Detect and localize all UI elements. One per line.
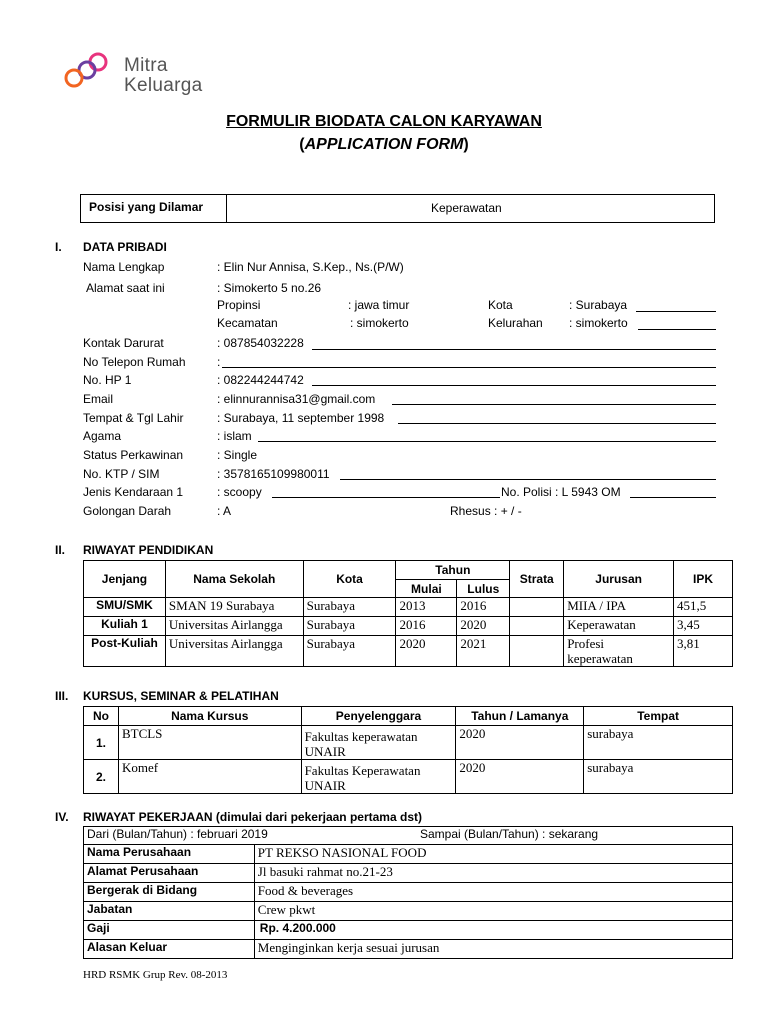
status-label: Status Perkawinan [83,448,184,462]
ktp-label: No. KTP / SIM [83,467,160,481]
header-no: No [84,707,119,726]
darah-value[interactable]: : A [217,504,232,518]
agama-label: Agama [83,429,122,443]
table-row: Alamat Perusahaan Jl basuki rahmat no.21-23 [84,864,733,883]
email-label: Email [83,392,114,406]
work-table [83,826,733,959]
courses-table [83,706,733,794]
logo-line-2: Keluarga [124,75,203,96]
header-nama-kursus: Nama Kursus [118,707,301,726]
table-row: Kuliah 1 Universitas Airlangga Surabaya 2016 2020 Keperawatan 3,45 [84,617,733,636]
ktp-value[interactable]: : 3578165109980011 [217,467,330,481]
hp-value[interactable]: : 082244244742 [217,373,304,387]
propinsi-label: Propinsi [217,298,261,312]
email-value[interactable]: : elinnurannisa31@gmail.com [217,392,376,406]
kota-label: Kota [488,298,513,312]
table-row: Nama Perusahaan PT REKSO NASIONAL FOOD [84,845,733,864]
header-tempat: Tempat [584,707,733,726]
ttl-value[interactable]: : Surabaya, 11 september 1998 [217,411,385,425]
table-row: Alasan Keluar Menginginkan kerja sesuai jurusan [84,940,733,959]
section1-number: I. [55,240,62,254]
header-penyelenggara: Penyelenggara [301,707,456,726]
table-row: Jabatan Crew pkwt [84,902,733,921]
section3-title: KURSUS, SEMINAR & PELATIHAN [83,689,279,703]
table-row: SMU/SMK SMAN 19 Surabaya Surabaya 2013 2016 MIIA / IPA 451,5 [84,598,733,617]
agama-value[interactable]: : islam [217,429,252,443]
table-row: Post-Kuliah Universitas Airlangga Surabaya 2020 2021 Profesi keperawatan 3,81 [84,636,733,667]
kelurahan-label: Kelurahan [488,316,543,330]
header-tahun-lamanya: Tahun / Lamanya [456,707,584,726]
kecamatan-label: Kecamatan [217,316,278,330]
kendaraan-value[interactable]: : scoopy [217,485,262,499]
header-jenjang: Jenjang [84,561,166,598]
education-table [83,560,733,667]
alamat-value[interactable]: : Simokerto 5 no.26 [217,281,322,295]
rhesus-label[interactable]: Rhesus : + / - [450,504,522,518]
sampai-field[interactable]: Sampai (Bulan/Tahun) : sekarang [417,827,733,845]
section4-title: RIWAYAT PEKERJAAN (dimulai dari pekerjaan pertama dst) [83,810,422,824]
kecamatan-value[interactable]: : simokerto [350,316,409,330]
posisi-label: Posisi yang Dilamar [89,200,204,214]
form-title: FORMULIR BIODATA CALON KARYAWAN [226,113,542,130]
kontak-value[interactable]: : 087854032228 [217,336,304,350]
section1-title: DATA PRIBADI [83,240,167,254]
footer-revision: HRD RSMK Grup Rev. 08-2013 [83,969,228,981]
section3-number: III. [55,689,69,703]
kelurahan-value[interactable]: : simokerto [569,316,628,330]
header-mulai: Mulai [396,580,457,598]
table-row: Gaji Rp. 4.200.000 [84,921,733,940]
nama-label: Nama Lengkap [83,260,165,274]
ttl-label: Tempat & Tgl Lahir [83,411,184,425]
status-value[interactable]: : Single [217,448,258,462]
nama-value[interactable]: : Elin Nur Annisa, S.Kep., Ns.(P/W) [217,260,404,274]
header-tahun: Tahun [396,561,510,580]
alamat-label: Alamat saat ini [86,281,165,295]
header-strata: Strata [510,561,564,598]
table-row: 2. Komef Fakultas Keperawatan UNAIR 2020 surabaya [84,760,733,794]
propinsi-value[interactable]: : jawa timur [348,298,410,312]
logo-line-1: Mitra [124,55,168,76]
polisi-label[interactable]: No. Polisi : L 5943 OM [501,485,621,499]
telp-value[interactable]: : [217,355,221,369]
logo [60,50,230,100]
table-row: Bergerak di Bidang Food & beverages [84,883,733,902]
form-subtitle: (APPLICATION FORM) [299,136,469,153]
kendaraan-label: Jenis Kendaraan 1 [83,485,184,499]
kota-value[interactable]: : Surabaya [569,298,628,312]
header-kota: Kota [303,561,396,598]
section2-number: II. [55,543,66,557]
header-ipk: IPK [674,561,733,598]
header-lulus: Lulus [457,580,510,598]
header-sekolah: Nama Sekolah [165,561,303,598]
posisi-value[interactable]: Keperawatan [431,201,502,215]
posisi-box [80,194,715,223]
section2-title: RIWAYAT PENDIDIKAN [83,543,214,557]
telp-label: No Telepon Rumah [83,355,186,369]
section4-number: IV. [55,810,69,824]
table-row: 1. BTCLS Fakultas keperawatan UNAIR 2020 surabaya [84,726,733,760]
mitra-keluarga-logo-icon [60,52,116,96]
darah-label: Golongan Darah [83,504,172,518]
dari-field[interactable]: Dari (Bulan/Tahun) : februari 2019 [84,827,417,845]
hp-label: No. HP 1 [83,373,132,387]
kontak-label: Kontak Darurat [83,336,164,350]
header-jurusan: Jurusan [564,561,674,598]
